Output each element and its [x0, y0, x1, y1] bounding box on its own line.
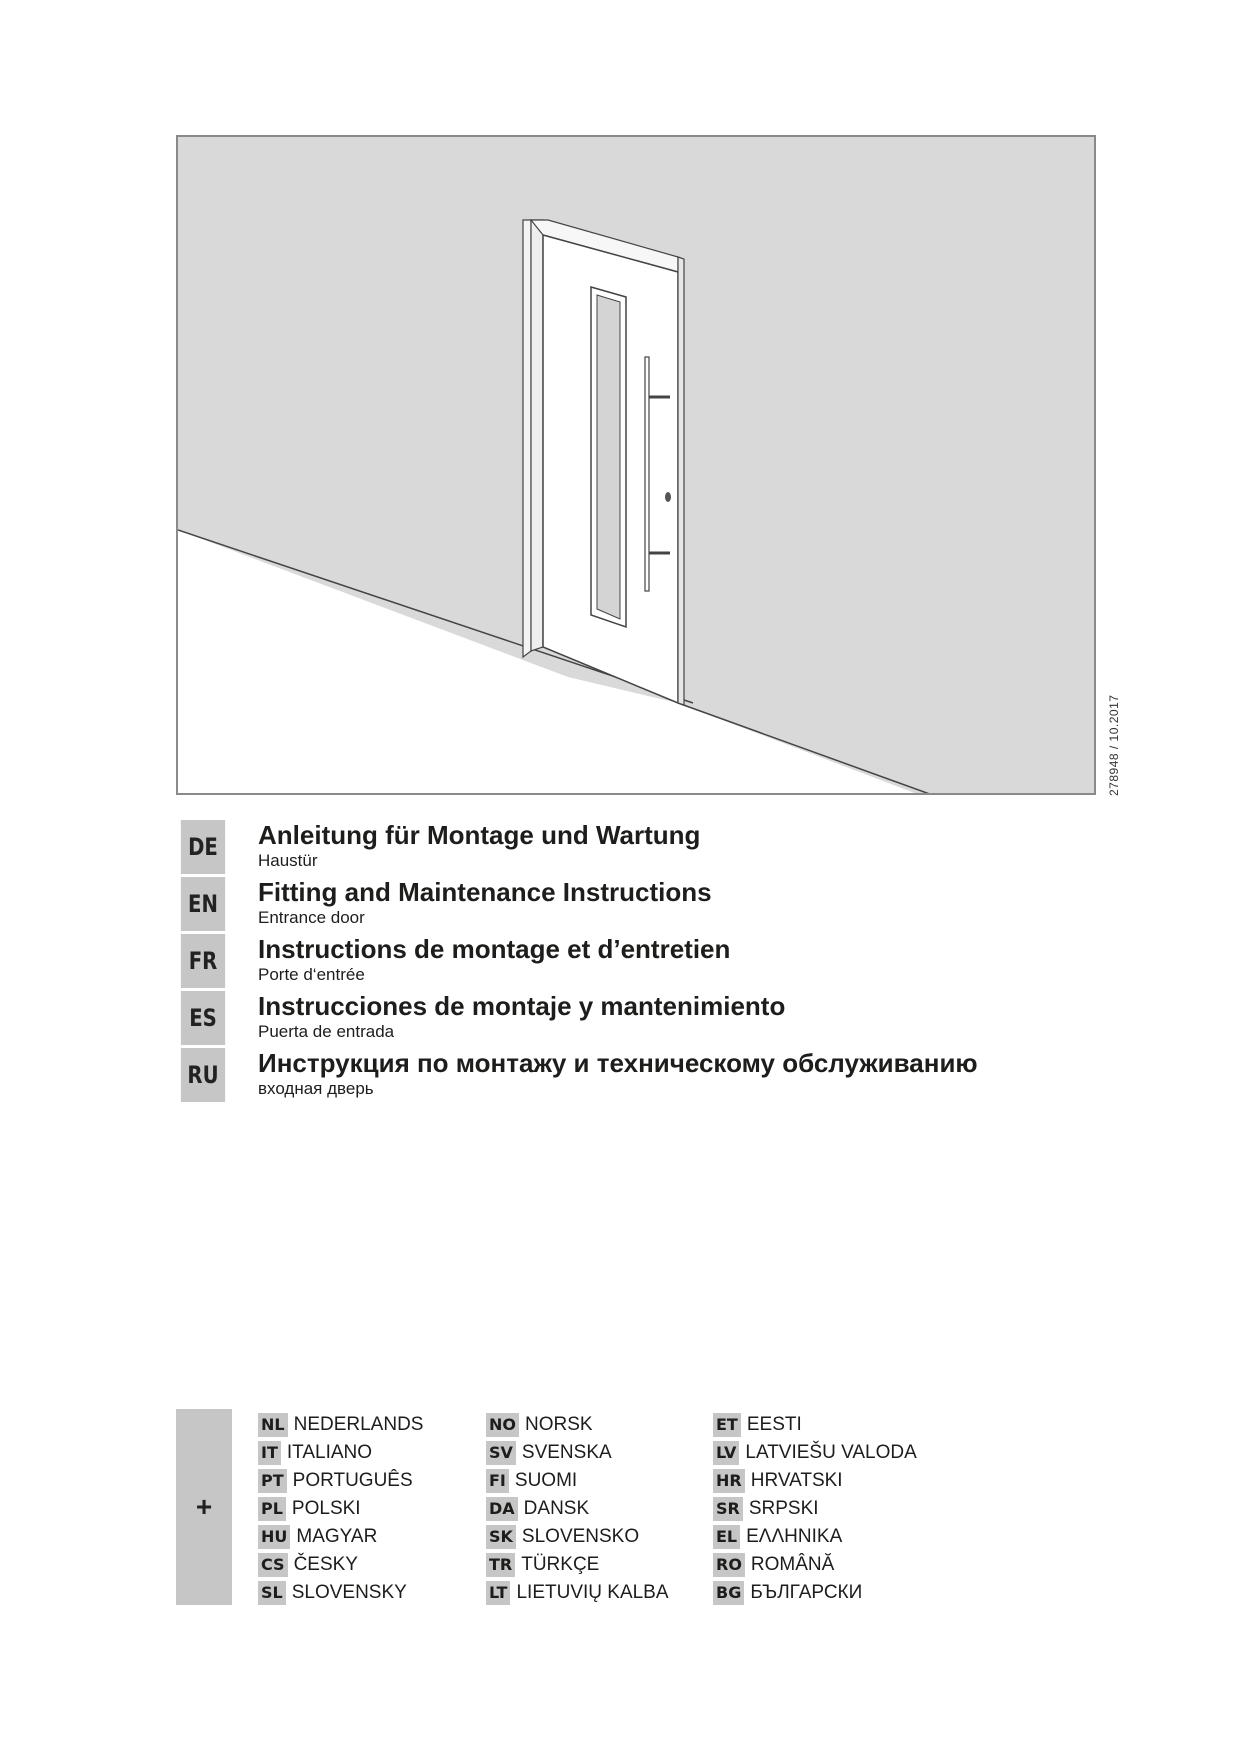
other-lang-item — [486, 1581, 669, 1605]
other-lang-item — [486, 1413, 593, 1437]
other-lang-item — [713, 1497, 819, 1521]
lang-name: SUOMI — [514, 1470, 578, 1491]
language-titles — [176, 820, 1096, 1105]
lang-code-badge: DE — [181, 820, 225, 874]
lang-name: NORSK — [525, 1414, 593, 1435]
lang-subtitle: Porte d‘entrée — [258, 965, 365, 984]
lang-code-badge: EN — [181, 877, 225, 931]
lang-title: Instrucciones de montaje y mantenimiento — [258, 991, 786, 1021]
other-lang-item — [713, 1553, 834, 1577]
lang-name: SLOVENSKO — [521, 1526, 640, 1547]
lang-title: Anleitung für Montage und Wartung — [258, 820, 701, 850]
other-lang-item — [258, 1497, 361, 1521]
other-lang-row — [258, 1553, 998, 1581]
other-lang-item — [486, 1469, 577, 1493]
door-lock — [665, 492, 671, 502]
lang-row-de — [176, 820, 1096, 876]
other-lang-item — [258, 1525, 377, 1549]
other-lang-row — [258, 1413, 998, 1441]
lang-name: POLSKI — [291, 1498, 361, 1519]
lang-code-badge: PL — [258, 1497, 286, 1521]
lang-name: LIETUVIŲ KALBA — [516, 1582, 669, 1603]
lang-code-badge: SV — [486, 1441, 516, 1465]
other-lang-item — [713, 1581, 862, 1605]
lang-code-badge: RU — [181, 1048, 225, 1102]
door-handle-bar — [645, 357, 649, 591]
other-lang-row — [258, 1441, 998, 1469]
lang-code-badge: ES — [181, 991, 225, 1045]
lang-code-badge: HU — [258, 1525, 290, 1549]
lang-name: NEDERLANDS — [293, 1414, 424, 1435]
lang-code-badge: ET — [713, 1413, 741, 1437]
lang-subtitle: Haustür — [258, 851, 318, 870]
lang-code-badge: HR — [713, 1469, 745, 1493]
lang-name: ΕΛΛΗΝΙΚΑ — [746, 1526, 843, 1547]
other-lang-item — [713, 1413, 802, 1437]
lang-subtitle: Puerta de entrada — [258, 1022, 395, 1041]
lang-code-badge: FI — [486, 1469, 509, 1493]
lang-code-badge: LV — [713, 1441, 739, 1465]
other-lang-item — [258, 1413, 423, 1437]
other-lang-item — [486, 1525, 639, 1549]
lang-name: MAGYAR — [296, 1526, 378, 1547]
lang-code-badge: SL — [258, 1581, 286, 1605]
other-lang-item — [258, 1553, 358, 1577]
lang-name: TÜRKÇE — [521, 1554, 600, 1575]
lang-row-fr — [176, 934, 1096, 990]
lang-title: Instructions de montage et d’entretien — [258, 934, 731, 964]
lang-code-badge: DA — [486, 1497, 518, 1521]
lang-name: EESTI — [746, 1414, 802, 1435]
other-lang-row — [258, 1497, 998, 1525]
lang-name: ITALIANO — [286, 1442, 373, 1463]
other-lang-item — [713, 1441, 917, 1465]
lang-subtitle: входная дверь — [258, 1079, 374, 1098]
lang-title: Инструкция по монтажу и техническому обслуживанию — [258, 1048, 978, 1078]
lang-name: ČESKY — [293, 1554, 358, 1575]
lang-name: PORTUGUÊS — [292, 1470, 413, 1491]
other-lang-row — [258, 1469, 998, 1497]
lang-code-badge: EL — [713, 1525, 740, 1549]
lang-code-badge: FR — [181, 934, 225, 988]
lang-name: HRVATSKI — [750, 1470, 843, 1491]
lang-row-ru — [176, 1048, 1096, 1104]
other-lang-item — [486, 1497, 589, 1521]
other-lang-item — [486, 1553, 599, 1577]
lang-name: SVENSKA — [521, 1442, 612, 1463]
door-glass — [597, 295, 620, 619]
lang-code-badge: TR — [486, 1553, 515, 1577]
other-lang-item — [486, 1441, 612, 1465]
lang-name: БЪЛГАРСКИ — [750, 1582, 863, 1603]
other-lang-item — [258, 1441, 372, 1465]
other-lang-row — [258, 1525, 998, 1553]
lang-row-es — [176, 991, 1096, 1047]
lang-code-badge: NL — [258, 1413, 288, 1437]
lang-code-badge: PT — [258, 1469, 287, 1493]
other-languages-list — [258, 1413, 998, 1609]
lang-code-badge: BG — [713, 1581, 744, 1605]
lang-name: DANSK — [523, 1498, 590, 1519]
lang-code-badge: NO — [486, 1413, 519, 1437]
door-frame-left — [523, 220, 531, 657]
lang-name: LATVIEŠU VALODA — [745, 1442, 917, 1463]
more-languages-badge: + — [176, 1409, 232, 1605]
lang-subtitle: Entrance door — [258, 908, 365, 927]
lang-code-badge: CS — [258, 1553, 288, 1577]
other-lang-row — [258, 1581, 998, 1609]
lang-row-en — [176, 877, 1096, 933]
lang-name: SRPSKI — [748, 1498, 819, 1519]
lang-code-badge: LT — [486, 1581, 510, 1605]
lang-code-badge: IT — [258, 1441, 281, 1465]
door-drawing — [178, 137, 1096, 795]
lang-code-badge: SK — [486, 1525, 516, 1549]
lang-name: SLOVENSKY — [291, 1582, 407, 1603]
other-lang-item — [713, 1525, 842, 1549]
other-lang-item — [258, 1469, 413, 1493]
lang-name: ROMÂNĂ — [750, 1554, 835, 1575]
door-illustration — [176, 135, 1096, 795]
lang-code-badge: RO — [713, 1553, 745, 1577]
lang-title: Fitting and Maintenance Instructions — [258, 877, 712, 907]
lang-code-badge: SR — [713, 1497, 743, 1521]
document-number: 278948 / 10.2017 — [1107, 694, 1121, 796]
other-lang-item — [258, 1581, 407, 1605]
other-lang-item — [713, 1469, 843, 1493]
